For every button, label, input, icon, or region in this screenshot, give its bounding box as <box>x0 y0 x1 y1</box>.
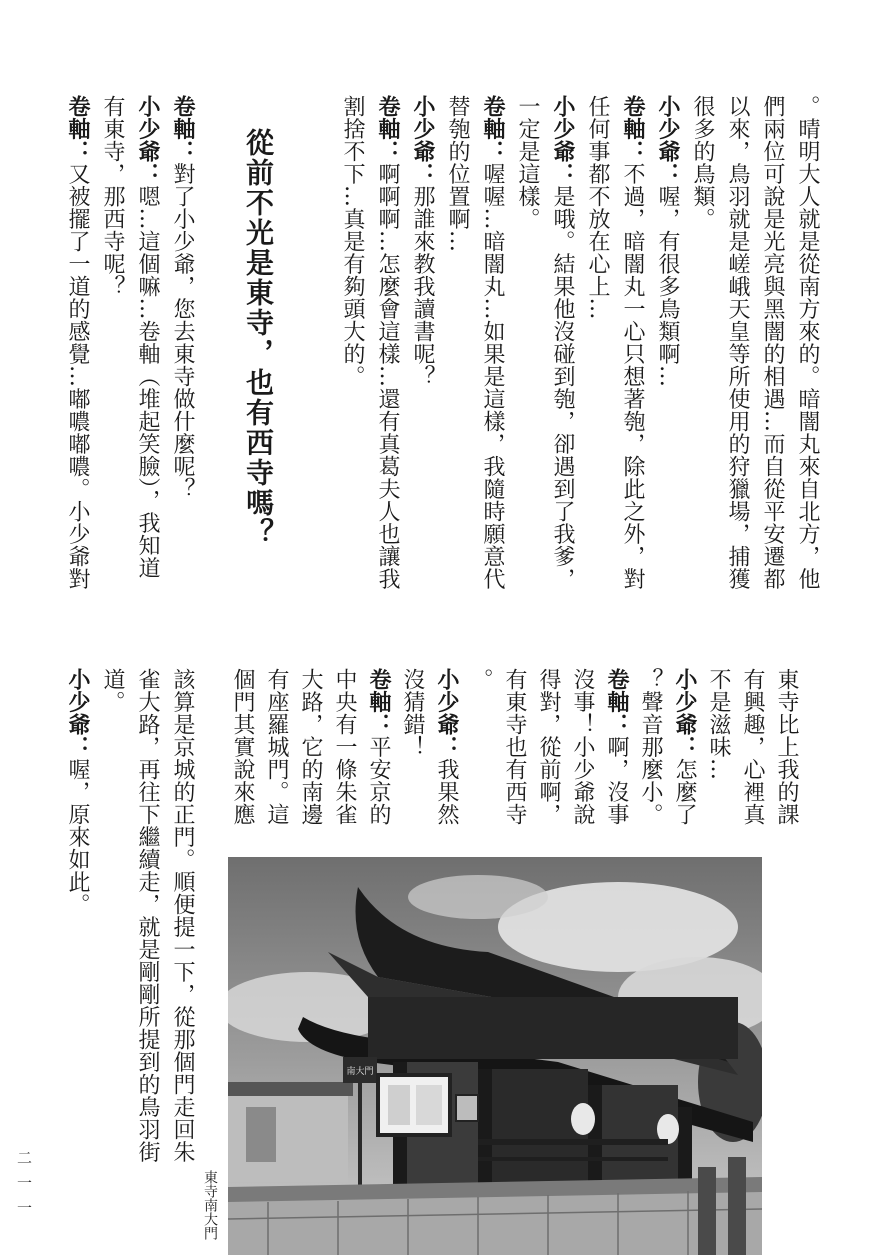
text-column: 東寺比上我的課 <box>774 668 799 826</box>
text-column: 得對，從前啊， <box>536 668 561 826</box>
text-column: 卷軸：不過，暗闇丸一心只想著匏，除此之外，對 <box>620 95 645 590</box>
text-column: ？聲音那麼小。 <box>638 668 663 826</box>
text-column: 小少爺：嗯…這個嘛…卷軸（堆起笑臉），我知道 <box>135 95 160 579</box>
text-column: 很多的鳥類。 <box>690 95 715 230</box>
text-column: 卷軸：平安京的 <box>366 668 391 826</box>
text-column: 小少爺：那誰來教我讀書呢？ <box>410 95 435 388</box>
text-column: 有座羅城門。這 <box>264 668 289 826</box>
text-column: 卷軸：喔喔…暗闇丸…如果是這樣，我隨時願意代 <box>480 95 505 590</box>
text-column: 沒猜錯！ <box>400 668 425 758</box>
text-column: 有東寺，那西寺呢？ <box>100 95 125 298</box>
page-number: 二一一 <box>15 1150 33 1225</box>
text-column: 大路，它的南邊 <box>298 668 323 826</box>
gate-sign-label: 南大門 <box>346 1067 374 1077</box>
text-column: 卷軸：又被擺了一道的感覺…嘟噥嘟噥。小少爺對 <box>65 95 90 590</box>
text-column: 以來，鳥羽就是嵯峨天皇等所使用的狩獵場，捕獲 <box>725 95 750 590</box>
text-column: 該算是京城的正門。順便提一下，從那個門走回朱 <box>170 668 195 1163</box>
text-column: 小少爺：喔，有很多鳥類啊… <box>655 95 680 388</box>
text-column: 中央有一條朱雀 <box>332 668 357 826</box>
photo-caption: 東寺南大門 <box>202 1170 218 1240</box>
text-column: 一定是這樣。 <box>515 95 540 230</box>
text-column: 小少爺：喔，原來如此。 <box>65 668 90 916</box>
section-heading: 從前不光是東寺，也有西寺嗎？ <box>242 128 275 548</box>
text-column: 小少爺：怎麼了 <box>672 668 697 826</box>
text-column: 割捨不下…真是有夠頭大的。 <box>340 95 365 388</box>
toji-south-gate-photo <box>228 857 762 1255</box>
text-column: 小少爺：是哦。結果他沒碰到匏，卻遇到了我爹， <box>550 95 575 590</box>
text-column: 道。 <box>100 668 125 713</box>
text-column: 有東寺也有西寺 <box>502 668 527 826</box>
text-column: 們兩位可說是光亮與黑闇的相遇…而自從平安遷都 <box>760 95 785 590</box>
text-column: 小少爺：我果然 <box>434 668 459 826</box>
text-column: 替匏的位置啊… <box>445 95 470 253</box>
text-column: 沒事！小少爺說 <box>570 668 595 826</box>
text-column: 雀大路，再往下繼續走，就是剛剛所提到的鳥羽街 <box>135 668 160 1163</box>
text-column: 。晴明大人就是從南方來的。暗闇丸來自北方，他 <box>795 95 820 590</box>
text-column: 個門其實說來應 <box>230 668 255 826</box>
text-column: 卷軸：啊啊啊…怎麼會這樣…還有真葛夫人也讓我 <box>375 95 400 590</box>
text-column: 有興趣，心裡真 <box>740 668 765 826</box>
text-column: 卷軸：對了小少爺，您去東寺做什麼呢？ <box>170 95 195 500</box>
text-column: 。 <box>468 668 493 691</box>
text-column: 任何事都不放在心上… <box>585 95 610 320</box>
text-column: 卷軸：啊，沒事 <box>604 668 629 826</box>
text-column: 不是滋味… <box>706 668 731 781</box>
